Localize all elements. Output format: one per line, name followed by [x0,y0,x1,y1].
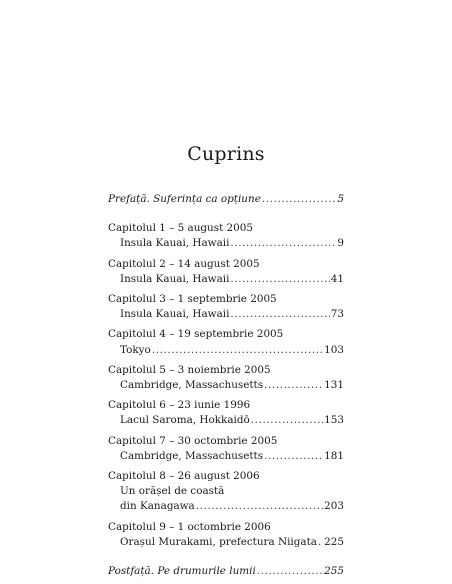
toc-page-number: 131 [324,379,344,392]
chapter-place-line-1: Un orășel de coastă [120,485,225,498]
dot-leader [230,236,336,251]
toc-page-number: 203 [324,500,344,513]
toc-page-number: 9 [337,237,344,250]
dot-leader [264,378,323,393]
dot-leader [152,343,323,358]
toc-entry-chapter-9[interactable] [108,520,344,550]
page-title: Cuprins [187,143,265,165]
dot-leader [318,535,323,550]
toc-entry-preface[interactable] [108,192,344,207]
toc-entry-chapter-8[interactable] [108,469,344,515]
toc-entry-chapter-4[interactable] [108,327,344,357]
toc-page-number: 5 [337,193,344,205]
dot-leader [257,564,323,579]
toc-entry-postface[interactable] [108,564,344,579]
chapter-heading: Capitolul 6 – 23 iunie 1996 [108,399,251,412]
chapter-place: Tokyo [120,343,151,356]
toc-entry-chapter-3[interactable] [108,292,344,322]
chapter-heading: Capitolul 7 – 30 octombrie 2005 [108,434,278,447]
dot-leader [230,307,329,322]
chapter-place: Cambridge, Massachusetts [120,379,264,392]
toc-page-number: 103 [324,343,344,356]
chapter-heading: Capitolul 2 – 14 august 2005 [108,257,260,270]
chapter-heading: Capitolul 9 – 1 octombrie 2006 [108,520,271,533]
chapter-place: Cambridge, Massachusetts [120,449,264,462]
toc-page-number: 73 [330,308,344,321]
toc-page-number: 255 [324,565,344,578]
dot-leader [262,192,337,207]
toc-page-number: 153 [324,414,344,427]
toc-page-number: 181 [324,449,344,462]
chapter-place: Lacul Saroma, Hokkaidō [120,414,250,427]
toc-entry-text: Postfață. Pe drumurile lumii [108,565,256,578]
dot-leader [251,413,323,428]
toc-page-number: 41 [330,272,344,285]
chapter-place: din Kanagawa [120,500,195,513]
toc-entry-chapter-7[interactable] [108,434,344,464]
toc-entry-chapter-5[interactable] [108,363,344,393]
toc-page-number: 225 [324,535,344,548]
chapter-place: Insula Kauai, Hawaii [120,272,230,285]
chapter-place: Orașul Murakami, prefectura Niigata [120,535,317,548]
chapter-place: Insula Kauai, Hawaii [120,308,230,321]
dot-leader [230,272,329,287]
chapter-heading: Capitolul 1 – 5 august 2005 [108,222,254,235]
chapter-heading: Capitolul 8 – 26 august 2006 [108,470,260,483]
chapter-heading: Capitolul 4 – 19 septembrie 2005 [108,328,284,341]
chapter-heading: Capitolul 3 – 1 septembrie 2005 [108,293,277,306]
toc-entry-chapter-2[interactable] [108,257,344,287]
toc-entry-text: Prefață. Suferința ca opțiune [108,193,261,205]
table-of-contents [108,192,344,579]
toc-entry-chapter-1[interactable] [108,221,344,251]
dot-leader [264,449,323,464]
dot-leader [196,499,323,514]
chapter-heading: Capitolul 5 – 3 noiembrie 2005 [108,363,271,376]
toc-entry-chapter-6[interactable] [108,398,344,428]
chapter-place: Insula Kauai, Hawaii [120,237,230,250]
